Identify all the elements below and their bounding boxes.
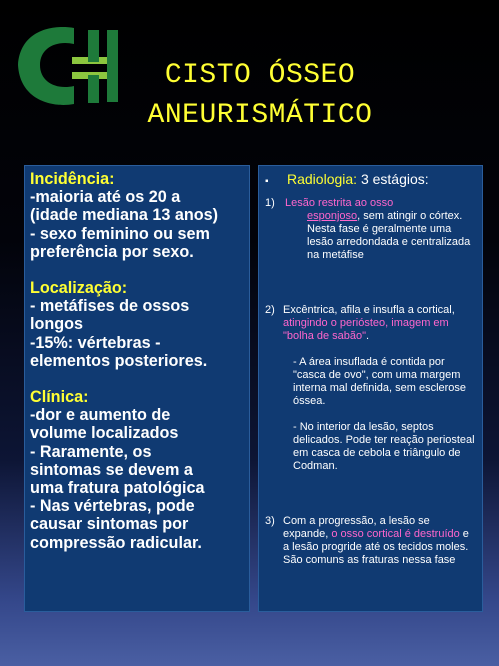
stage-1-body — [285, 210, 476, 262]
stage-2-sub-1: - A área insuflada é contida por "casca de ovo", com uma margem interna mal definida, sem esclerose óssea. — [293, 356, 467, 407]
clinica-line: sintomas se devem a — [30, 460, 193, 479]
localizacao-title: Localização: — [30, 279, 128, 298]
stage-1-pink-underlined: esponjoso — [307, 210, 358, 222]
stage-2-pink-text: atingindo o periósteo, imagem em "bolha de sabão" — [283, 317, 449, 342]
logo-h-right — [107, 30, 118, 102]
stage-3-text: Com a progressão, a lesão se expande, — [283, 515, 430, 540]
incidencia-line: preferência por sexo. — [30, 242, 194, 261]
stage-3-number: 3) — [265, 515, 275, 527]
title-line-1: CISTO ÓSSEO — [164, 60, 356, 91]
radiologia-text: 3 estágios: — [357, 171, 429, 187]
incidencia-title: Incidência: — [30, 170, 115, 188]
logo-h-left-low — [88, 75, 99, 103]
page-title — [125, 56, 395, 136]
stage-2-text-end: . — [366, 330, 370, 342]
logo-h-left — [88, 30, 99, 62]
bullet-icon: ▪ — [265, 176, 269, 187]
clinica-line: - Nas vértebras, pode — [30, 497, 195, 516]
radiologia-label: Radiologia: — [287, 171, 358, 187]
stage-1-pink-text: Lesão restrita ao osso — [285, 197, 394, 209]
right-panel — [258, 165, 483, 612]
stage-2-text: Excêntrica, afila e insufla a cortical, — [283, 304, 455, 316]
stage-1-text: , sem atingir o córtex. Nesta fase é geralmente uma lesão arredondada e centralizada na metáfise — [307, 210, 471, 261]
incidencia-line: -maioria até os 20 a — [30, 188, 181, 207]
stage-2-sub-2: - No interior da lesão, septos delicados. Pode ter reação periosteal em casca de cebola e triângulo de Codman. — [293, 421, 475, 472]
stage-2-number: 2) — [265, 304, 275, 316]
stage-1-number: 1) — [265, 197, 275, 209]
incidencia-line: (idade mediana 13 anos) — [30, 206, 219, 225]
clinica-title: Clínica: — [30, 388, 89, 407]
stage-3 — [265, 515, 476, 567]
clinica-line: causar sintomas por — [30, 515, 189, 534]
localizacao-line: -15%: vértebras - — [30, 333, 161, 352]
left-panel — [24, 165, 250, 612]
stage-3-text-end: e a lesão progride até os tecidos moles. São comuns as fraturas nessa fase — [283, 528, 469, 566]
stage-3-pink-text: o osso cortical é destruído — [331, 528, 460, 540]
radiologia-heading — [265, 170, 476, 191]
localizacao-line: longos — [30, 315, 84, 334]
clinica-line: compressão radicular. — [30, 533, 202, 552]
stage-2 — [265, 304, 476, 343]
clinica-line: - Raramente, os — [30, 442, 152, 461]
title-line-2: ANEURISMÁTICO — [147, 100, 373, 131]
clinica-line: uma fratura patológica — [30, 479, 205, 498]
localizacao-line: - metáfises de ossos — [30, 297, 190, 316]
stage-1 — [265, 197, 476, 262]
localizacao-line: elementos posteriores. — [30, 351, 208, 370]
logo — [12, 20, 122, 110]
clinica-line: volume localizados — [30, 424, 179, 443]
logo-c-shape — [18, 27, 74, 105]
incidencia-line: - sexo feminino ou sem — [30, 224, 210, 243]
clinica-line: -dor e aumento de — [30, 406, 171, 425]
